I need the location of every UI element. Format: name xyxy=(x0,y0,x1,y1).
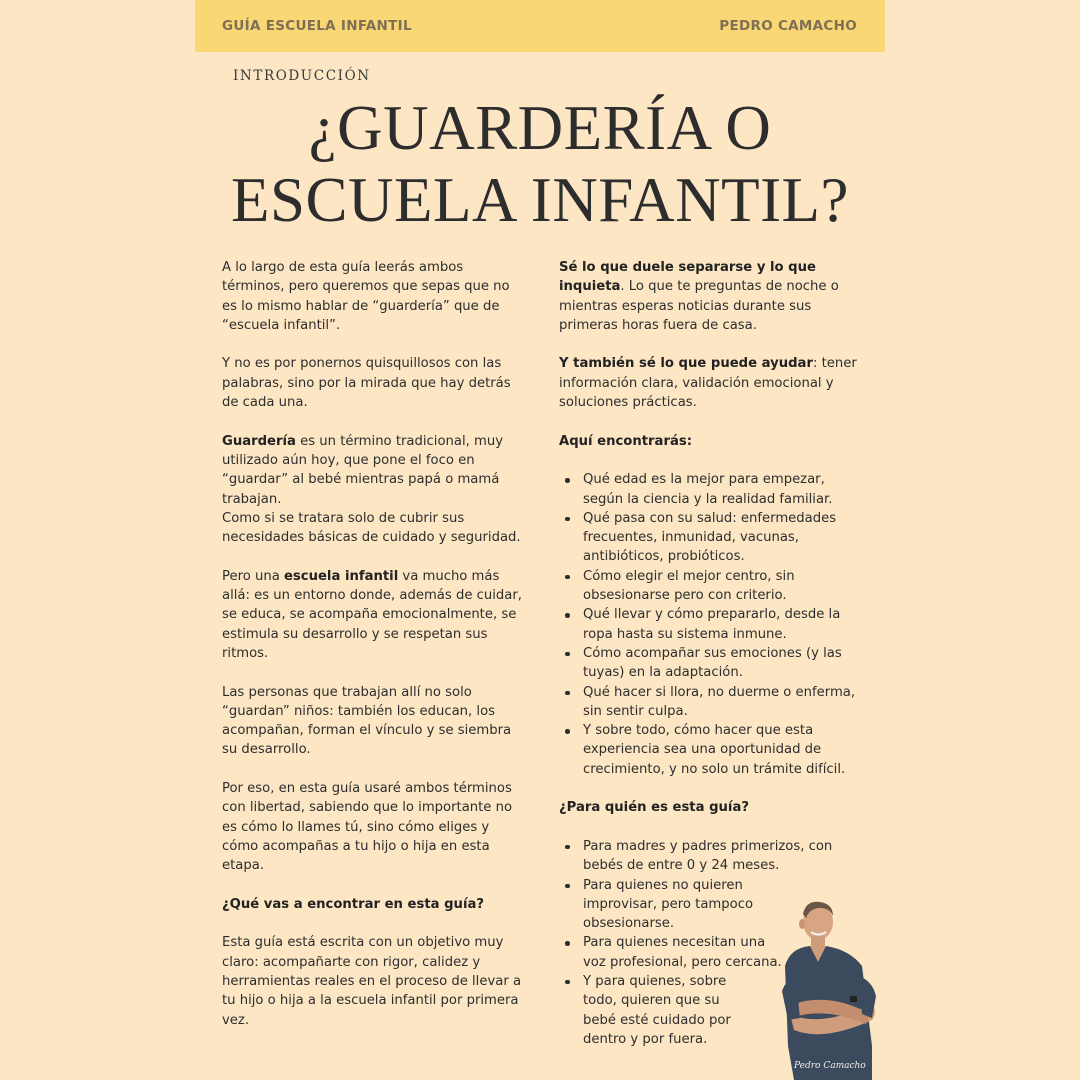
list-item: Qué edad es la mejor para empezar, según la ciencia y la realidad familiar. xyxy=(559,470,859,509)
guarderia-paragraph xyxy=(222,432,522,548)
who-heading-wrap xyxy=(559,798,859,817)
list-item: Para quienes necesitan una voz profesional, pero cercana. xyxy=(559,933,784,972)
escuela-definition: va mucho más allá: es un entorno donde, además de cuidar, se educa, se acompaña emocionalmente, se estimula su desarrollo y se respetan sus ritmos. xyxy=(222,568,522,661)
separation-bold: Sé lo que duele separarse y lo que inquieta xyxy=(559,260,816,295)
find-heading-wrap xyxy=(559,432,859,451)
list-item: Qué llevar y cómo prepararlo, desde la ropa hasta su sistema inmune. xyxy=(559,605,859,644)
list-item: Qué hacer si llora, no duerme o enferma, sin sentir culpa. xyxy=(559,683,859,722)
author-signature: Pedro Camacho xyxy=(794,1061,866,1071)
objective-paragraph: Esta guía está escrita con un objetivo muy claro: acompañarte con rigor, calidez y herramientas reales en el proceso de llevar a tu hijo o hija a la escuela infantil por primera vez. xyxy=(222,935,522,1028)
list-item: Cómo elegir el mejor centro, sin obsesionarse pero con criterio. xyxy=(559,567,859,606)
help-rest: : tener información clara, validación emocional y soluciones prácticas. xyxy=(559,356,857,411)
page-title-line-2: ESCUELA INFANTIL? xyxy=(230,165,849,235)
help-paragraph xyxy=(559,354,859,412)
what-to-find-heading-wrap xyxy=(222,895,522,914)
author-photo xyxy=(780,896,880,1080)
list-item: Cómo acompañar sus emociones (y las tuyas) en la adaptación. xyxy=(559,644,859,683)
list-item: Y sobre todo, cómo hacer que esta experiencia sea una oportunidad de crecimiento, y no solo un trámite difícil. xyxy=(559,721,859,779)
escuela-term: escuela infantil xyxy=(283,568,399,584)
left-column xyxy=(222,258,522,1049)
escuela-pre: Pero una xyxy=(222,568,284,584)
escuela-paragraph xyxy=(222,567,522,663)
guarderia-term: Guardería xyxy=(222,433,296,449)
guarderia-needs: Como si se tratara solo de cubrir sus necesidades básicas de cuidado y seguridad. xyxy=(222,510,521,546)
help-bold: Y también sé lo que puede ayudar xyxy=(559,356,813,372)
staff-paragraph: Las personas que trabajan allí no solo “guardan” niños: también los educan, los acompañan, forman el vínculo y se siembra su desarrollo. xyxy=(222,684,512,758)
find-heading: Aquí encontrarás: xyxy=(559,433,692,449)
page-title-line-1: ¿GUARDERÍA O xyxy=(308,93,772,163)
header-author: PEDRO CAMACHO xyxy=(719,18,857,34)
header-bar xyxy=(195,0,885,52)
section-label: INTRODUCCIÓN xyxy=(233,68,371,84)
words-paragraph: Y no es por ponernos quisquillosos con las palabras, sino por la mirada que hay detrás de cada una. xyxy=(222,356,511,411)
terms-usage-paragraph: Por eso, en esta guía usaré ambos términos con libertad, sabiendo que lo importante no es cómo lo llames tú, sino cómo eliges y cómo acompañas a tu hijo o hija en esta etapa. xyxy=(222,781,513,874)
who-list xyxy=(559,837,833,1049)
header-guide-title: GUÍA ESCUELA INFANTIL xyxy=(222,18,412,34)
list-item: Qué pasa con su salud: enfermedades frecuentes, inmunidad, vacunas, antibióticos, probióticos. xyxy=(559,509,859,567)
intro-paragraph: A lo largo de esta guía leerás ambos términos, pero queremos que sepas que no es lo mismo hablar de “guardería” que de “escuela infantil”. xyxy=(222,260,510,333)
guarderia-definition: es un término tradicional, muy utilizado aún hoy, que pone el foco en “guardar” al bebé mientras papá o mamá trabajan. xyxy=(222,433,504,507)
list-item: Para madres y padres primerizos, con bebés de entre 0 y 24 meses. xyxy=(559,837,843,876)
find-list xyxy=(559,470,859,779)
separation-paragraph xyxy=(559,258,859,335)
what-to-find-heading: ¿Qué vas a encontrar en esta guía? xyxy=(222,896,485,912)
list-item: Y para quienes, sobre todo, quieren que su bebé esté cuidado por dentro y por fuera. xyxy=(559,972,753,1049)
list-item: Para quienes no quieren improvisar, pero tampoco obsesionarse. xyxy=(559,876,784,934)
who-heading: ¿Para quién es esta guía? xyxy=(559,800,749,816)
separation-rest: . Lo que te preguntas de noche o mientras esperas noticias durante sus primeras horas fuera de casa. xyxy=(559,279,839,333)
